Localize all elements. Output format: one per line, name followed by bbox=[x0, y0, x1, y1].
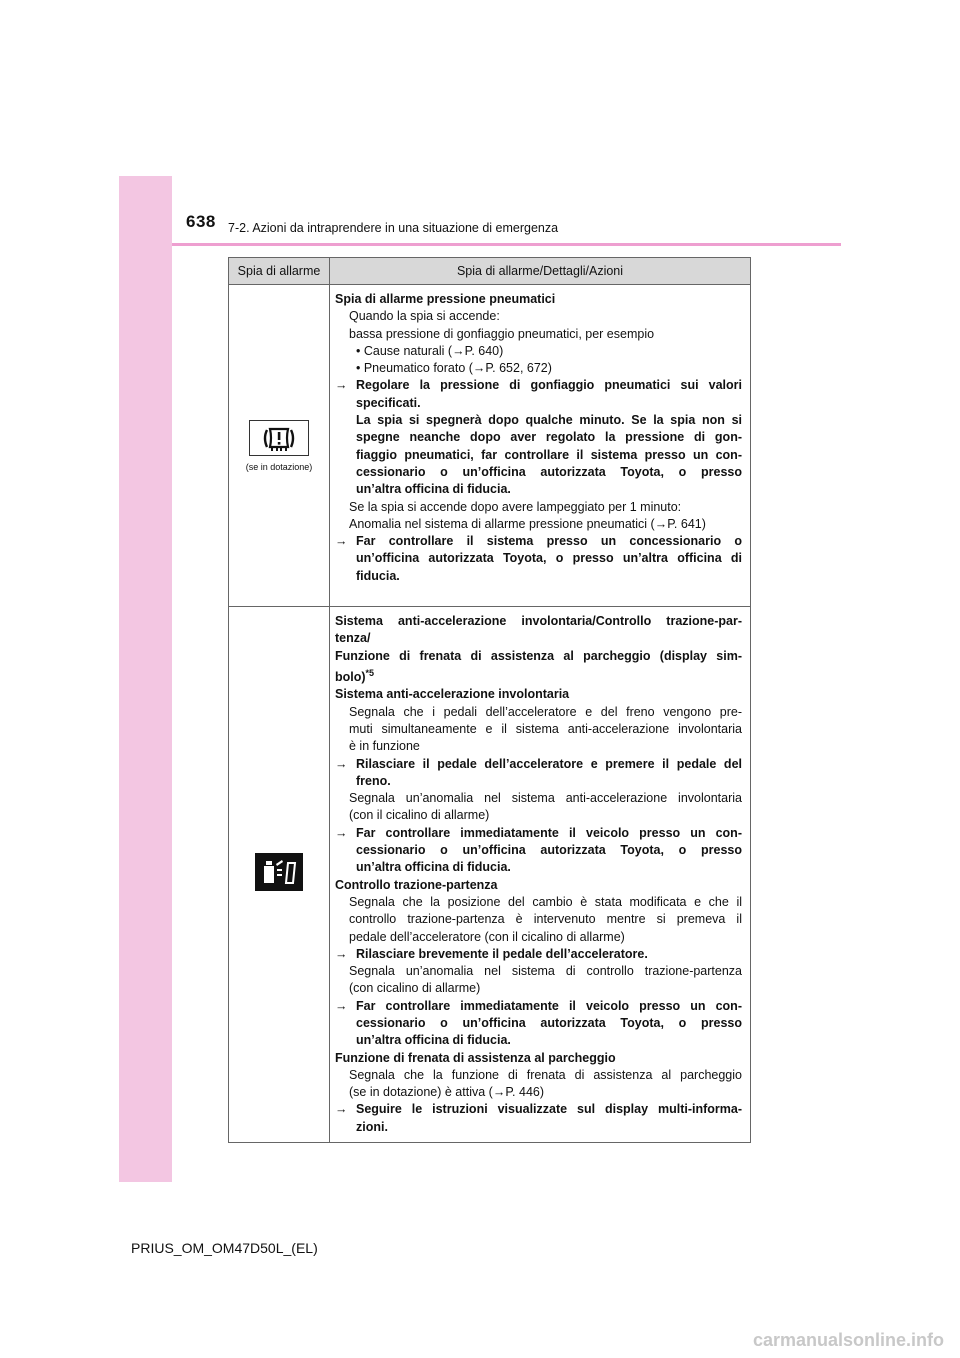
text-line: Anomalia nel sistema di allarme pressione pneumatici (→P. 641) bbox=[349, 516, 706, 531]
text-line: (se in dotazione) è attiva (→P. 446) bbox=[349, 1085, 545, 1100]
action-line: Far controllare immediatamente il veicolo presso un con- bbox=[356, 825, 742, 840]
column-header-light: Spia di allarme bbox=[229, 258, 330, 285]
item-title: bolo) bbox=[335, 670, 366, 685]
text-line: controllo trazione-partenza è intervenuto mentre si premeva il bbox=[349, 912, 742, 927]
icon-availability-note: (se in dotazione) bbox=[245, 461, 313, 472]
bullet-item: • Pneumatico forato (→P. 652, 672) bbox=[356, 361, 552, 376]
subsection-heading: Sistema anti-accelerazione involontaria bbox=[335, 687, 570, 702]
action-line: specificati. bbox=[356, 395, 421, 410]
drive-start-control-icon bbox=[255, 853, 303, 891]
page-number: 638 bbox=[186, 212, 216, 231]
action-line: spegne neanche dopo aver regolato la pressione di gon- bbox=[356, 430, 742, 445]
text-line: Quando la spia si accende: bbox=[349, 309, 500, 324]
warning-lights-table bbox=[228, 257, 751, 1143]
table-header-row bbox=[229, 258, 751, 285]
action-line: cessionario o un’officina autorizzata Toyota, o presso bbox=[356, 843, 742, 858]
arrow-icon: → bbox=[335, 756, 348, 771]
text-line: pedale dell’acceleratore (con il cicalino di allarme) bbox=[349, 929, 625, 944]
action-item bbox=[335, 825, 742, 877]
subsection-heading: Funzione di frenata di assistenza al parcheggio bbox=[335, 1050, 616, 1065]
action-item bbox=[335, 946, 742, 963]
text-line: muti simultaneamente e il sistema anti-accelerazione involontaria bbox=[349, 721, 742, 736]
action-item bbox=[335, 756, 742, 791]
text-line: Segnala che la funzione di frenata di assistenza al parcheggio bbox=[349, 1067, 742, 1082]
action-line: Regolare la pressione di gonfiaggio pneumatici sui valori bbox=[356, 378, 742, 393]
action-line: zioni. bbox=[356, 1119, 388, 1134]
action-line: fiaggio pneumatici, far controllare il sistema presso un con- bbox=[356, 447, 742, 462]
item-title: tenza/ bbox=[335, 631, 371, 646]
table-row bbox=[229, 607, 751, 1143]
action-item bbox=[335, 377, 742, 498]
footnote-ref: *5 bbox=[365, 667, 375, 678]
arrow-icon: → bbox=[335, 998, 348, 1013]
arrow-icon: → bbox=[335, 825, 348, 840]
arrow-icon: → bbox=[335, 378, 348, 393]
text-line: Segnala un’anomalia nel sistema anti-accelerazione involontaria bbox=[349, 791, 742, 806]
action-item bbox=[335, 533, 742, 585]
tire-pressure-warning-icon bbox=[249, 420, 309, 456]
action-line: Far controllare il sistema presso un concessionario o bbox=[356, 534, 742, 549]
item-title-end bbox=[335, 665, 742, 686]
action-line: freno. bbox=[356, 773, 391, 788]
action-item bbox=[335, 998, 742, 1050]
watermark: carmanualsonline.info bbox=[752, 1330, 944, 1350]
item-title: Funzione di frenata di assistenza al parcheggio (display sim- bbox=[335, 648, 742, 663]
arrow-icon: → bbox=[335, 946, 348, 961]
action-line: La spia si spegnerà dopo qualche minuto. Se la spia non si bbox=[356, 413, 742, 428]
subsection-heading: Controllo trazione-partenza bbox=[335, 877, 498, 892]
action-line: un’altra officina di fiducia. bbox=[356, 482, 511, 497]
text-line: (con il cicalino di allarme) bbox=[349, 808, 490, 823]
action-line: Rilasciare brevemente il pedale dell’acceleratore. bbox=[356, 946, 648, 961]
action-line: Rilasciare il pedale dell’acceleratore e premere il pedale del bbox=[356, 756, 742, 771]
action-line: un’altra officina di fiducia. bbox=[356, 860, 511, 875]
section-title: 7-2. Azioni da intraprendere in una situazione di emergenza bbox=[228, 221, 559, 235]
header-rule bbox=[172, 243, 841, 246]
chapter-side-band bbox=[119, 176, 172, 1182]
action-line: cessionario o un’officina autorizzata Toyota, o presso bbox=[356, 1015, 742, 1030]
icon-cell bbox=[229, 285, 330, 607]
arrow-icon: → bbox=[335, 534, 348, 549]
text-line: bassa pressione di gonfiaggio pneumatici, per esempio bbox=[349, 326, 655, 341]
description-cell bbox=[330, 285, 751, 607]
document-code: PRIUS_OM_OM47D50L_(EL) bbox=[131, 1240, 318, 1256]
icon-cell bbox=[229, 607, 330, 1143]
text-line: (con cicalino di allarme) bbox=[349, 981, 481, 996]
bullet-item: • Cause naturali (→P. 640) bbox=[356, 343, 504, 358]
text-line: Se la spia si accende dopo avere lampeggiato per 1 minuto: bbox=[349, 499, 682, 514]
action-line: Seguire le istruzioni visualizzate sul display multi-informa- bbox=[356, 1102, 742, 1117]
description-cell bbox=[330, 607, 751, 1143]
action-line: cessionario o un’officina autorizzata Toyota, o presso bbox=[356, 464, 742, 479]
text-line: Segnala che i pedali dell’acceleratore e del freno vengono pre- bbox=[349, 704, 742, 719]
column-header-details: Spia di allarme/Dettagli/Azioni bbox=[330, 258, 751, 285]
text-line: è in funzione bbox=[349, 739, 420, 754]
action-line: un’officina autorizzata Toyota, o presso un’altra officina di bbox=[356, 551, 742, 566]
item-title: Sistema anti-accelerazione involontaria/Controllo trazione-par- bbox=[335, 614, 742, 628]
text-line: Segnala un’anomalia nel sistema di controllo trazione-partenza bbox=[349, 964, 742, 979]
action-item bbox=[335, 1101, 742, 1136]
item-title: Spia di allarme pressione pneumatici bbox=[335, 292, 556, 306]
action-line: un’altra officina di fiducia. bbox=[356, 1033, 511, 1048]
text-line: Segnala che la posizione del cambio è stata modificata e che il bbox=[349, 894, 742, 909]
action-line: fiducia. bbox=[356, 568, 400, 583]
table-row bbox=[229, 285, 751, 607]
action-line: Far controllare immediatamente il veicolo presso un con- bbox=[356, 998, 742, 1013]
arrow-icon: → bbox=[335, 1102, 348, 1117]
